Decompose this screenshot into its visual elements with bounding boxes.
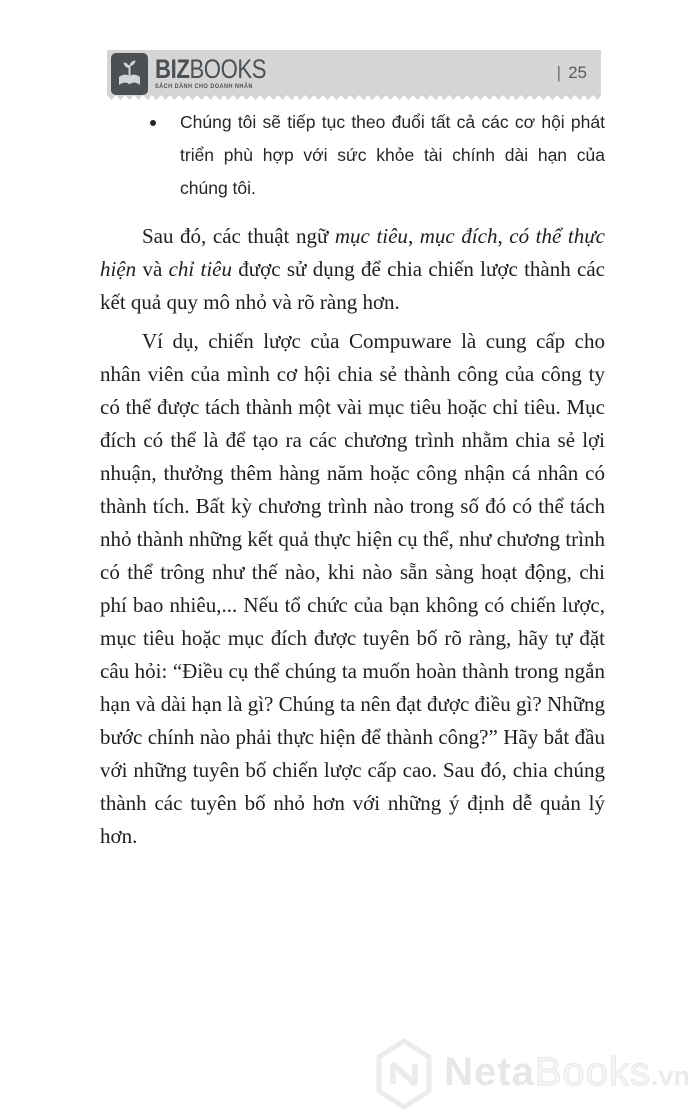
publisher-logo bbox=[111, 51, 291, 95]
header-zigzag-edge bbox=[107, 95, 601, 100]
watermark-books: Books bbox=[534, 1050, 651, 1094]
bizbooks-logo-icon bbox=[111, 53, 148, 95]
netabooks-hexagon-icon bbox=[376, 1038, 432, 1110]
page-header bbox=[107, 50, 601, 100]
page-content bbox=[100, 106, 605, 853]
page-number bbox=[557, 63, 587, 83]
brand-name-books: BOOKS bbox=[189, 53, 267, 84]
brand-name-biz: BIZ bbox=[155, 53, 190, 84]
watermark-neta: Neta bbox=[444, 1050, 535, 1094]
bullet-item: Chúng tôi sẽ tiếp tục theo đuổi tất cả các cơ hội phát triển phù hợp với sức khỏe tài chính dài hạn của chúng tôi. bbox=[180, 106, 605, 205]
bullet-list bbox=[100, 106, 605, 205]
brand-tagline: SÁCH DÀNH CHO DOANH NHÂN bbox=[155, 82, 253, 90]
paragraph-terms: Sau đó, các thuật ngữ mục tiêu, mục đích, có thể thực hiện và chỉ tiêu được sử dụng để chia chiến lược thành các kết quả quy mô nhỏ và rõ ràng hơn. bbox=[100, 224, 605, 314]
paragraph-example: Ví dụ, chiến lược của Compuware là cung cấp cho nhân viên của mình cơ hội chia sẻ thành công của công ty có thể được tách thành một vài mục tiêu hoặc chỉ tiêu. Mục đích có thể là để tạo ra các chương trình nhằm chia sẻ lợi nhuận, thưởng thêm hàng năm hoặc công nhận cá nhân có thành tích. Bất kỳ chương trình nào trong số đó có thể tách nhỏ thành những kết quả thực hiện cụ thể, như chương trình có thể trông như thế nào, khi nào sẵn sàng hoạt động, chi phí bao nhiêu,... Nếu tổ chức của bạn không có chiến lược, mục tiêu hoặc mục đích được tuyên bố rõ ràng, hãy tự đặt câu hỏi: “Điều cụ thể chúng ta muốn hoàn thành trong ngắn hạn và dài hạn là gì? Chúng ta nên đạt được điều gì? Những bước chính nào phải thực hiện để thành công?” Hãy bắt đầu với những tuyên bố chiến lược cấp cao. Sau đó, chia chúng thành các tuyên bố nhỏ hơn với những ý định dễ quản lý hơn. bbox=[100, 329, 605, 848]
brand-name bbox=[155, 53, 267, 84]
page-number-separator: | bbox=[556, 62, 562, 82]
watermark-domain: .vn bbox=[650, 1061, 690, 1091]
netabooks-watermark bbox=[376, 1038, 690, 1110]
brand-wordmark bbox=[155, 53, 267, 90]
header-bar bbox=[107, 50, 601, 95]
page-number-value: 25 bbox=[568, 62, 587, 82]
netabooks-wordmark bbox=[444, 1052, 690, 1096]
